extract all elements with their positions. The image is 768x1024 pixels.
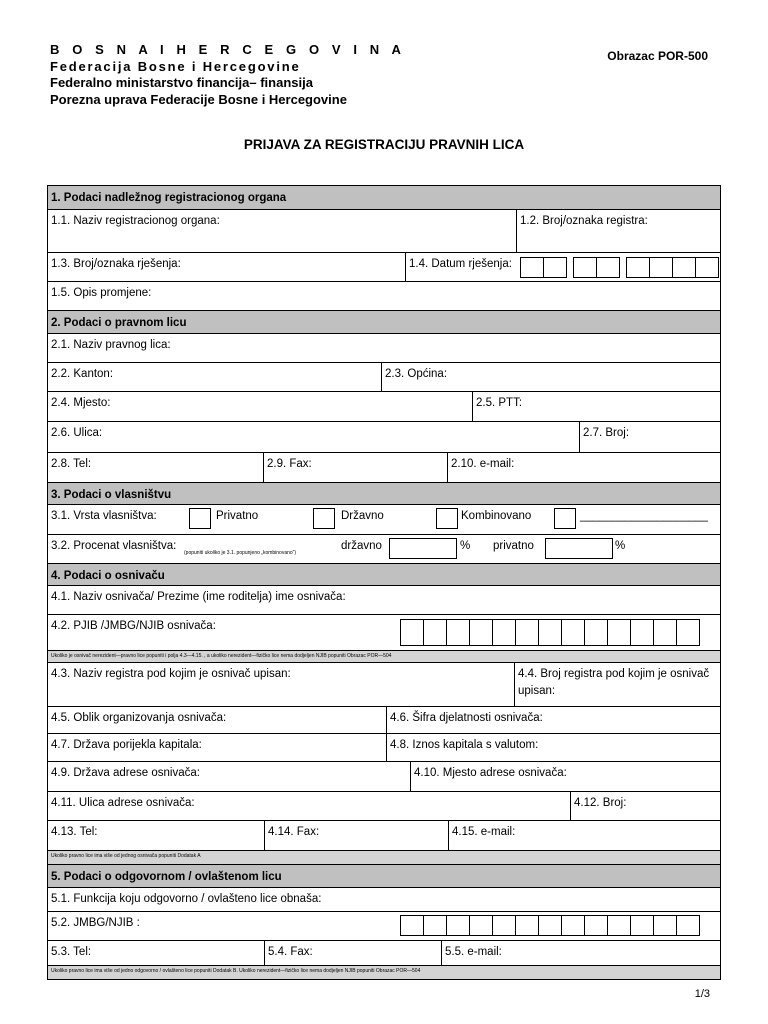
state-percent-label: državno (341, 540, 382, 552)
field-2-1[interactable]: 2.1. Naziv pravnog lica: (51, 339, 171, 351)
field-4-8[interactable]: 4.8. Iznos kapitala s valutom: (386, 734, 720, 761)
digit-box[interactable] (446, 915, 470, 936)
digit-box[interactable] (607, 915, 631, 936)
date-box[interactable] (649, 257, 673, 278)
field-3-1-label: 3.1. Vrsta vlasništva: (51, 510, 157, 522)
digit-box[interactable] (584, 915, 608, 936)
field-4-3[interactable]: 4.3. Naziv registra pod kojim je osnivač upisan: (51, 668, 291, 680)
page-number: 1/3 (694, 988, 710, 1000)
jmbg-boxes[interactable] (401, 915, 700, 935)
field-2-10[interactable]: 2.10. e-mail: (447, 453, 720, 482)
row-4-3 (48, 663, 720, 707)
row-4-2 (48, 615, 720, 651)
row-2-4 (48, 392, 720, 422)
digit-box[interactable] (653, 619, 677, 646)
row-4-11 (48, 792, 720, 821)
digit-box[interactable] (400, 915, 424, 936)
field-3-2-label: 3.2. Procenat vlasništva: (51, 540, 177, 552)
field-4-5[interactable]: 4.5. Oblik organizovanja osnivača: (51, 712, 227, 724)
option-other-line[interactable]: ____________________ (580, 510, 708, 522)
field-1-3[interactable]: 1.3. Broj/oznaka rješenja: (51, 258, 181, 270)
date-box[interactable] (596, 257, 620, 278)
form-title: PRIJAVA ZA REGISTRACIJU PRAVNIH LICA (243, 137, 525, 152)
digit-box[interactable] (538, 915, 562, 936)
field-4-15[interactable]: 4.15. e-mail: (448, 821, 720, 850)
field-4-1[interactable]: 4.1. Naziv osnivača/ Prezime (ime roditelja) ime osnivača: (51, 591, 346, 603)
date-box[interactable] (626, 257, 650, 278)
digit-box[interactable] (630, 619, 654, 646)
section-5-title: 5. Podaci o odgovornom / ovlaštenom licu (51, 871, 282, 883)
note-row-4 (48, 651, 720, 663)
field-1-1[interactable]: 1.1. Naziv registracionog organa: (51, 215, 220, 227)
form-code: Obrazac POR-500 (607, 49, 708, 63)
field-2-2[interactable]: 2.2. Kanton: (51, 368, 114, 380)
note-4: Ukoliko je osnivač nerezident—pravno lice popuniti i polja 4.3—4.15. , a ukoliko nerezident—fizičko lice nema dodjeljen NJIB popuniti Obrazac POR—504 (51, 653, 392, 659)
checkbox-combined[interactable] (436, 508, 458, 529)
row-3-1 (48, 505, 720, 535)
row-2-8 (48, 453, 720, 483)
field-4-6[interactable]: 4.6. Šifra djelatnosti osnivača: (386, 707, 720, 733)
field-2-7[interactable]: 2.7. Broj: (579, 422, 720, 452)
field-4-10[interactable]: 4.10. Mjesto adrese osnivača: (410, 762, 720, 791)
field-4-7[interactable]: 4.7. Država porijekla kapitala: (51, 739, 202, 751)
digit-box[interactable] (515, 915, 539, 936)
field-1-5[interactable]: 1.5. Opis promjene: (51, 287, 152, 299)
section-3-title: 3. Podaci o vlasništvu (51, 489, 172, 501)
digit-box[interactable] (446, 619, 470, 646)
date-box[interactable] (520, 257, 544, 278)
state-percent-sign: % (460, 540, 471, 552)
ministry-name: Federalno ministarstvo financija– finansija (50, 75, 313, 90)
date-box[interactable] (672, 257, 696, 278)
row-3-2 (48, 535, 720, 564)
authority-name: Porezna uprava Federacije Bosne i Hercegovine (50, 91, 347, 107)
private-percent-sign: % (615, 540, 626, 552)
row-5-3 (48, 941, 720, 966)
field-4-11[interactable]: 4.11. Ulica adrese osnivača: (51, 797, 195, 809)
section-4-title: 4. Podaci o osnivaču (51, 570, 165, 582)
row-1-1 (48, 210, 720, 253)
issuer-header (50, 42, 406, 108)
private-percent-input[interactable] (545, 538, 613, 559)
section-2-title: 2. Podaci o pravnom licu (51, 317, 187, 329)
option-private-label: Privatno (216, 510, 259, 522)
digit-box[interactable] (469, 915, 493, 936)
section-1-title: 1. Podaci nadležnog registracionog organa (51, 192, 287, 204)
field-4-14[interactable]: 4.14. Fax: (264, 821, 448, 850)
field-2-8[interactable]: 2.8. Tel: (51, 458, 92, 470)
section-3-header (48, 483, 720, 505)
field-2-5[interactable]: 2.5. PTT: (472, 392, 720, 421)
field-2-3[interactable]: 2.3. Općina: (381, 363, 720, 391)
state-percent-input[interactable] (389, 538, 457, 559)
digit-box[interactable] (584, 619, 608, 646)
field-1-2[interactable]: 1.2. Broj/oznaka registra: (516, 210, 720, 252)
row-1-3 (48, 253, 720, 282)
field-3-2 (48, 535, 720, 563)
field-5-2 (48, 912, 720, 940)
row-2-1 (48, 334, 720, 363)
field-3-2-note: (popuniti ukoliko je 3.1. popunjeno „kombinovano“) (184, 550, 297, 556)
section-1-header (48, 186, 720, 210)
date-box[interactable] (573, 257, 597, 278)
pjib-boxes[interactable] (401, 619, 700, 646)
federation-name: Federacija Bosne i Hercegovine (50, 58, 301, 74)
option-combined-label: Kombinovano (461, 510, 532, 522)
digit-box[interactable] (561, 915, 585, 936)
date-box[interactable] (543, 257, 567, 278)
field-4-13[interactable]: 4.13. Tel: (51, 826, 98, 838)
digit-box[interactable] (469, 619, 493, 646)
row-4-7 (48, 734, 720, 762)
field-5-4[interactable]: 5.4. Fax: (264, 941, 441, 965)
digit-box[interactable] (423, 915, 447, 936)
country-name: B O S N A I H E R C E G O V I N A (50, 42, 406, 57)
row-4-13 (48, 821, 720, 851)
field-5-2-label: 5.2. JMBG/NJIB : (51, 917, 140, 929)
row-5-2 (48, 912, 720, 941)
row-1-5 (48, 282, 720, 311)
field-4-9[interactable]: 4.9. Država adrese osnivača: (51, 767, 200, 779)
field-4-2 (48, 615, 720, 650)
row-5-1 (48, 888, 720, 912)
registration-form (47, 185, 721, 980)
note-4b: Ukoliko pravno lice ima više od jednog osnivača popuniti Dodatak A (51, 853, 201, 859)
digit-box[interactable] (676, 619, 700, 646)
digit-box[interactable] (538, 619, 562, 646)
section-2-header (48, 311, 720, 334)
field-5-1[interactable]: 5.1. Funkcija koju odgovorno / ovlašteno lice obnaša: (51, 893, 322, 905)
field-5-3[interactable]: 5.3. Tel: (51, 946, 92, 958)
section-4-header (48, 564, 720, 586)
field-3-1 (48, 505, 720, 534)
option-state-label: Državno (341, 510, 384, 522)
checkbox-private[interactable] (189, 508, 211, 529)
digit-box[interactable] (492, 915, 516, 936)
checkbox-other[interactable] (554, 508, 576, 529)
field-2-6[interactable]: 2.6. Ulica: (51, 427, 103, 439)
field-1-4 (405, 253, 720, 281)
note-row-5 (48, 966, 720, 979)
row-4-5 (48, 707, 720, 734)
field-5-5[interactable]: 5.5. e-mail: (441, 941, 720, 965)
digit-box[interactable] (515, 619, 539, 646)
digit-box[interactable] (653, 915, 677, 936)
row-2-2 (48, 363, 720, 392)
digit-box[interactable] (630, 915, 654, 936)
field-4-4[interactable]: 4.4. Broj registra pod kojim je osnivač upisan: (514, 663, 720, 706)
digit-box[interactable] (492, 619, 516, 646)
note-row-4b (48, 851, 720, 865)
checkbox-state[interactable] (313, 508, 335, 529)
note-5: Ukoliko pravno lice ima više od jedno odgovorno / ovlašteno lice popuniti Dodatak B. Ukoliko nerezident—fizičko lice nema dodjeljen NJIB popuniti Obrazac POR—504 (51, 968, 421, 974)
row-2-6 (48, 422, 720, 453)
digit-box[interactable] (400, 619, 424, 646)
field-2-9[interactable]: 2.9. Fax: (263, 453, 447, 482)
private-percent-label: privatno (493, 540, 534, 552)
section-5-header (48, 865, 720, 888)
field-4-12[interactable]: 4.12. Broj: (570, 792, 720, 820)
digit-box[interactable] (423, 619, 447, 646)
field-4-2-label: 4.2. PJIB /JMBG/NJIB osnivača: (51, 620, 216, 632)
date-boxes[interactable] (521, 257, 719, 277)
digit-box[interactable] (607, 619, 631, 646)
row-4-9 (48, 762, 720, 792)
field-1-4-label: 1.4. Datum rješenja: (409, 258, 512, 270)
row-4-1 (48, 586, 720, 615)
digit-box[interactable] (561, 619, 585, 646)
field-2-4[interactable]: 2.4. Mjesto: (51, 397, 111, 409)
digit-box[interactable] (676, 915, 700, 936)
date-box[interactable] (695, 257, 719, 278)
